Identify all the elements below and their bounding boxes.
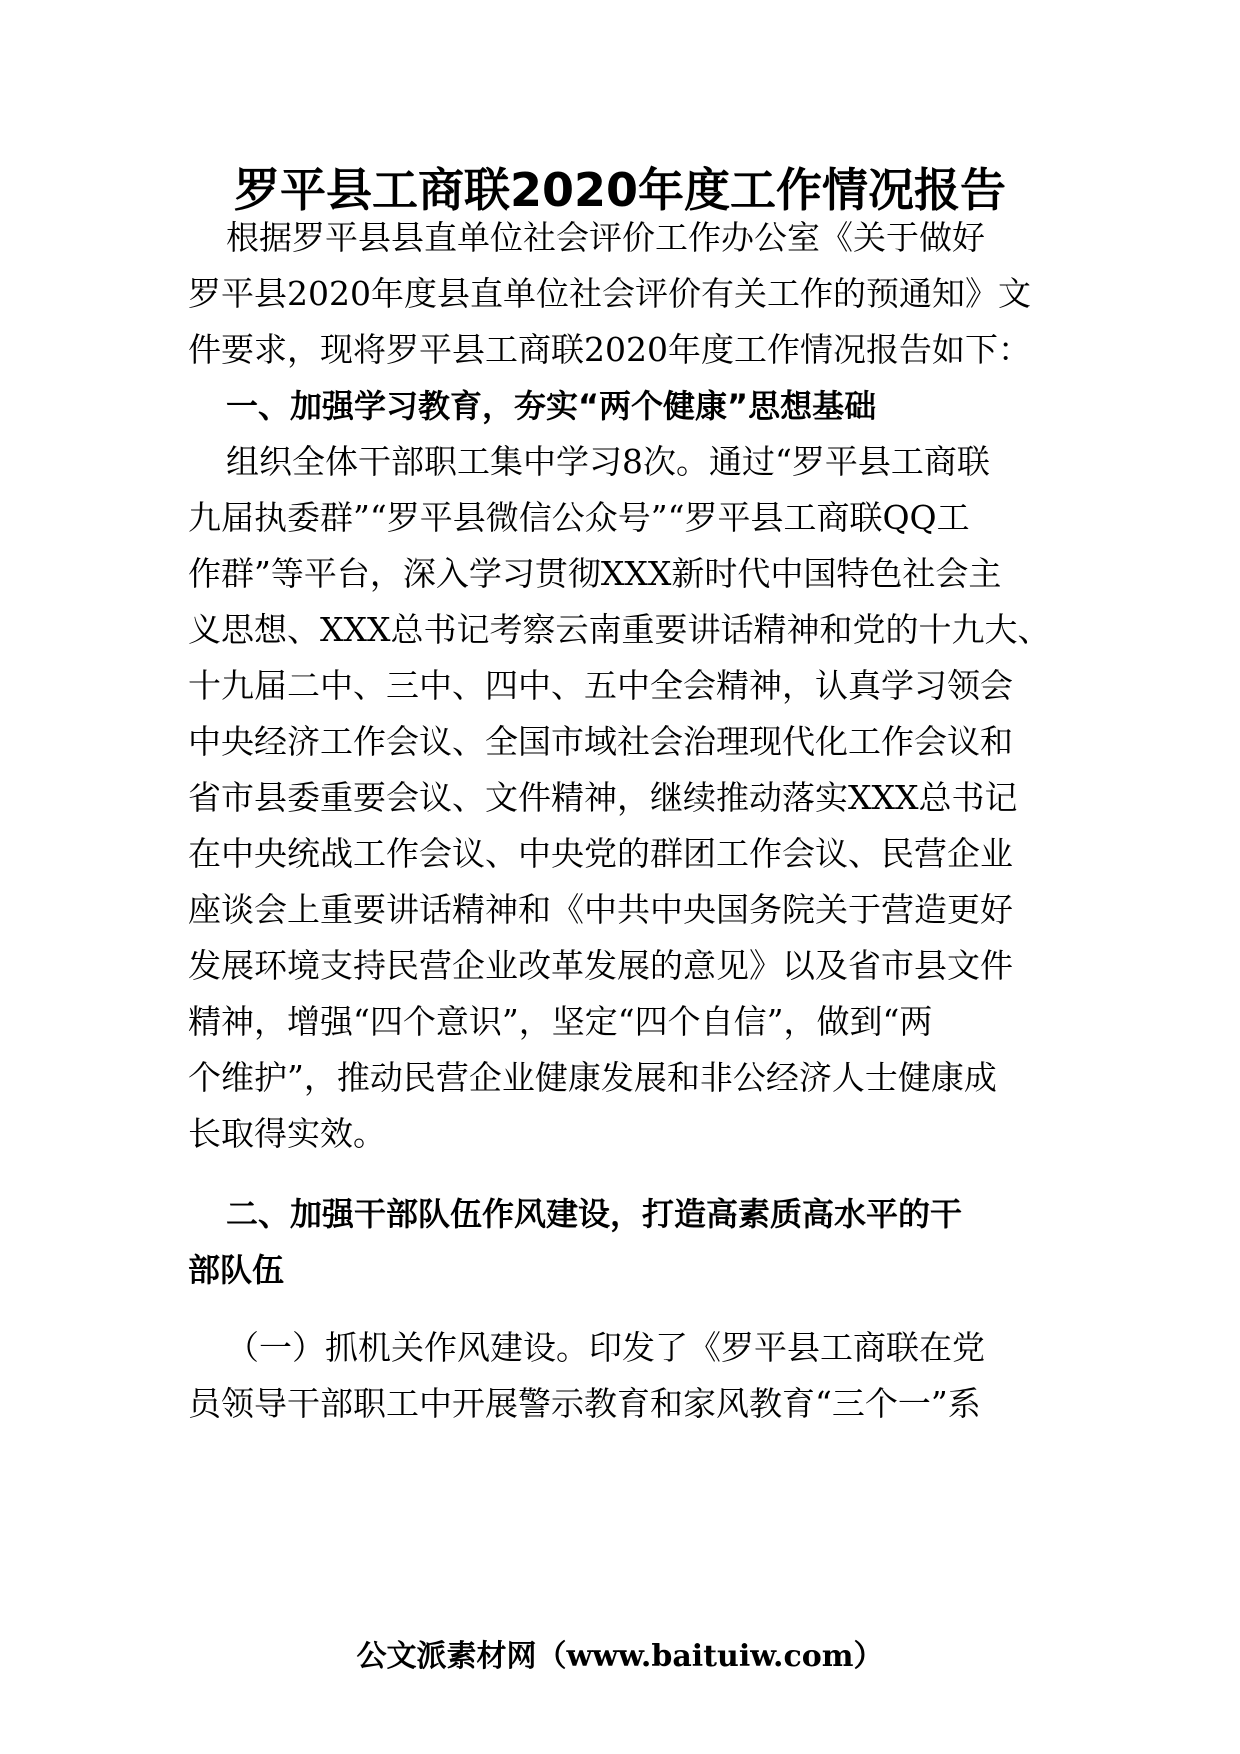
paragraph-line: 件要求，现将罗平县工商联2020年度工作情况报告如下： bbox=[188, 330, 1031, 369]
paragraph-line: 省市县委重要会议、文件精神，继续推动落实XXX总书记 bbox=[188, 778, 1018, 817]
paragraph-line: 义思想、XXX总书记考察云南重要讲话精神和党的十九大、 bbox=[188, 610, 1051, 649]
document-title: 罗平县工商联2020年度工作情况报告 bbox=[233, 163, 1007, 217]
paragraph-line: 个维护”，推动民营企业健康发展和非公经济人士健康成 bbox=[188, 1058, 997, 1097]
paragraph-line: 精神，增强“四个意识”，坚定“四个自信”，做到“两 bbox=[188, 1002, 933, 1041]
paragraph-line: 员领导干部职工中开展警示教育和家风教育“三个一”系 bbox=[188, 1384, 981, 1423]
section-heading-2: 二、加强干部队伍作风建设，打造高素质高水平的干 bbox=[226, 1195, 963, 1233]
footer-watermark: 公文派素材网（www.baituiw.com） bbox=[356, 1639, 884, 1674]
paragraph-line: （一）抓机关作风建设。印发了《罗平县工商联在党 bbox=[226, 1328, 985, 1367]
paragraph-line: 根据罗平县县直单位社会评价工作办公室《关于做好 bbox=[226, 218, 985, 257]
section-heading-1: 一、加强学习教育，夯实“两个健康”思想基础 bbox=[226, 387, 877, 425]
paragraph-line: 罗平县2020年度县直单位社会评价有关工作的预通知》文 bbox=[188, 274, 1031, 313]
paragraph-line: 组织全体干部职工集中学习8次。通过“罗平县工商联 bbox=[226, 442, 990, 481]
paragraph-line: 中央经济工作会议、全国市域社会治理现代化工作会议和 bbox=[188, 722, 1013, 761]
paragraph-line: 十九届二中、三中、四中、五中全会精神，认真学习领会 bbox=[188, 666, 1013, 705]
paragraph-line: 作群”等平台，深入学习贯彻XXX新时代中国特色社会主 bbox=[188, 554, 1002, 593]
paragraph-line: 九届执委群”“罗平县微信公众号”“罗平县工商联QQ工 bbox=[188, 498, 970, 537]
paragraph-line: 发展环境支持民营企业改革发展的意见》以及省市县文件 bbox=[188, 946, 1013, 985]
section-heading-2-cont: 部队伍 bbox=[188, 1251, 285, 1289]
paragraph-line: 座谈会上重要讲话精神和《中共中央国务院关于营造更好 bbox=[188, 890, 1013, 929]
paragraph-line: 长取得实效。 bbox=[188, 1114, 386, 1153]
paragraph-line: 在中央统战工作会议、中央党的群团工作会议、民营企业 bbox=[188, 834, 1013, 873]
